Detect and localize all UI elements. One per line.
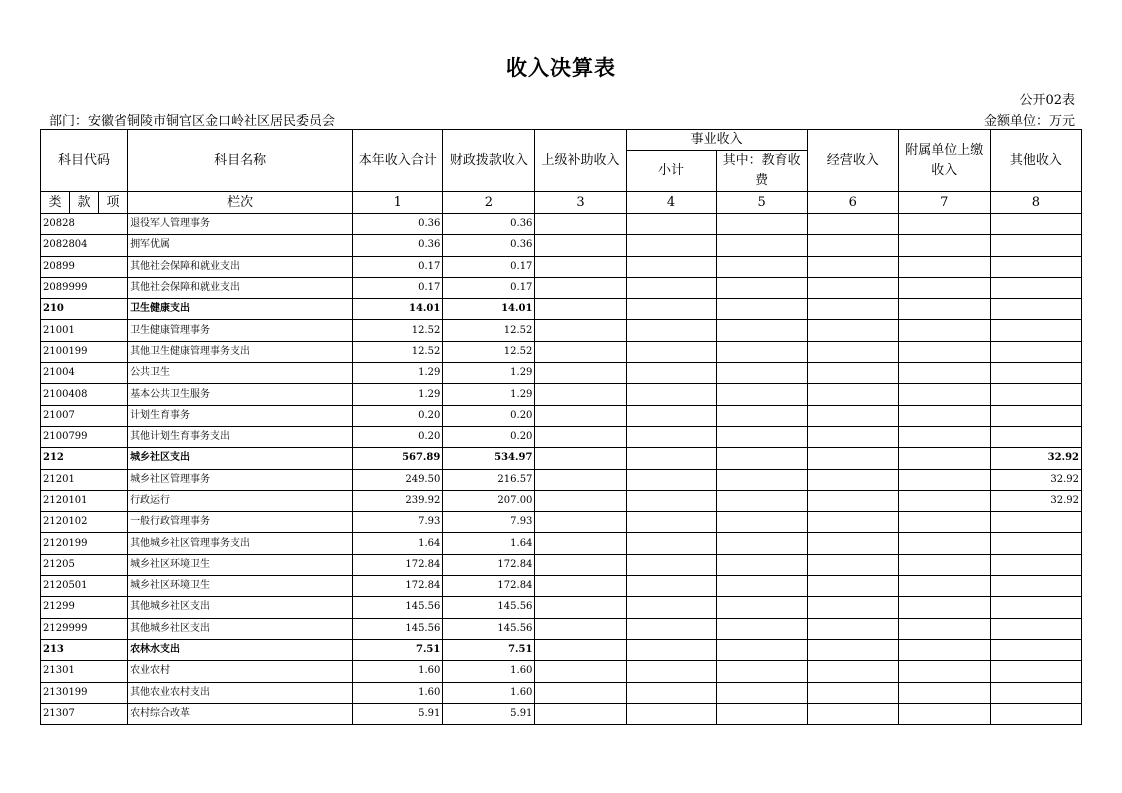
cell-education: [716, 235, 807, 256]
table-row: [41, 405, 1082, 426]
table-row: [41, 256, 1082, 277]
cell-total: 12.52: [353, 341, 443, 362]
cell-operating: [807, 405, 898, 426]
column-number: 3: [535, 192, 626, 214]
cell-other: [990, 341, 1081, 362]
cell-total: 7.51: [353, 639, 443, 660]
cell-subtotal: [626, 384, 716, 405]
cell-education: [716, 384, 807, 405]
cell-code: 2089999: [41, 277, 128, 298]
cell-code: 20828: [41, 214, 128, 235]
cell-subtotal: [626, 320, 716, 341]
cell-affiliated: [898, 597, 990, 618]
header-operating: 经营收入: [807, 130, 898, 192]
cell-operating: [807, 341, 898, 362]
cell-affiliated: [898, 533, 990, 554]
cell-operating: [807, 554, 898, 575]
header-education: 其中：教育收费: [716, 151, 807, 192]
cell-fiscal: 0.20: [443, 405, 535, 426]
cell-fiscal: 1.60: [443, 682, 535, 703]
cell-education: [716, 661, 807, 682]
cell-superior: [535, 682, 626, 703]
cell-subtotal: [626, 426, 716, 447]
cell-affiliated: [898, 405, 990, 426]
cell-education: [716, 576, 807, 597]
header-business: 事业收入: [626, 130, 807, 151]
cell-other: [990, 597, 1081, 618]
cell-education: [716, 256, 807, 277]
cell-affiliated: [898, 448, 990, 469]
cell-total: 172.84: [353, 554, 443, 575]
cell-subtotal: [626, 597, 716, 618]
cell-other: 32.92: [990, 490, 1081, 511]
cell-operating: [807, 576, 898, 597]
cell-name: 其他卫生健康管理事务支出: [128, 341, 353, 362]
cell-other: [990, 277, 1081, 298]
cell-code: 21307: [41, 703, 128, 724]
table-row: [41, 512, 1082, 533]
cell-superior: [535, 448, 626, 469]
column-number: 1: [353, 192, 443, 214]
cell-affiliated: [898, 214, 990, 235]
table-row: [41, 703, 1082, 724]
cell-subtotal: [626, 661, 716, 682]
cell-total: 145.56: [353, 597, 443, 618]
column-number: 8: [990, 192, 1081, 214]
cell-total: 1.29: [353, 363, 443, 384]
cell-name: 基本公共卫生服务: [128, 384, 353, 405]
cell-superior: [535, 703, 626, 724]
cell-code: 2129999: [41, 618, 128, 639]
cell-subtotal: [626, 512, 716, 533]
cell-total: 249.50: [353, 469, 443, 490]
cell-other: [990, 256, 1081, 277]
cell-code: 2100199: [41, 341, 128, 362]
cell-superior: [535, 554, 626, 575]
cell-name: 其他社会保障和就业支出: [128, 277, 353, 298]
table-row: [41, 214, 1082, 235]
page-title: 收入决算表: [506, 56, 616, 80]
cell-name: 其他社会保障和就业支出: [128, 256, 353, 277]
cell-superior: [535, 639, 626, 660]
cell-fiscal: 5.91: [443, 703, 535, 724]
cell-subtotal: [626, 639, 716, 660]
cell-superior: [535, 256, 626, 277]
cell-code: 2100799: [41, 426, 128, 447]
header-other: 其他收入: [990, 130, 1081, 192]
cell-operating: [807, 299, 898, 320]
cell-operating: [807, 597, 898, 618]
cell-other: [990, 618, 1081, 639]
cell-education: [716, 597, 807, 618]
table-row: [41, 469, 1082, 490]
cell-other: 32.92: [990, 469, 1081, 490]
table-row: [41, 618, 1082, 639]
cell-fiscal: 12.52: [443, 320, 535, 341]
table-row: [41, 341, 1082, 362]
header-lanci: 栏次: [128, 192, 353, 214]
cell-code: 2120101: [41, 490, 128, 511]
header-affiliated: 附属单位上缴收入: [898, 130, 990, 192]
header-superior: 上级补助收入: [535, 130, 626, 192]
cell-superior: [535, 384, 626, 405]
cell-subtotal: [626, 214, 716, 235]
cell-operating: [807, 661, 898, 682]
cell-subtotal: [626, 618, 716, 639]
cell-other: [990, 639, 1081, 660]
cell-other: [990, 320, 1081, 341]
cell-affiliated: [898, 320, 990, 341]
cell-name: 城乡社区环境卫生: [128, 576, 353, 597]
cell-education: [716, 448, 807, 469]
cell-total: 12.52: [353, 320, 443, 341]
cell-other: [990, 682, 1081, 703]
cell-fiscal: 1.29: [443, 384, 535, 405]
cell-total: 0.20: [353, 405, 443, 426]
cell-total: 145.56: [353, 618, 443, 639]
table-row: [41, 490, 1082, 511]
header-fiscal: 财政拨款收入: [443, 130, 535, 192]
cell-name: 退役军人管理事务: [128, 214, 353, 235]
cell-affiliated: [898, 554, 990, 575]
cell-name: 其他城乡社区支出: [128, 618, 353, 639]
cell-education: [716, 320, 807, 341]
income-table: [40, 129, 1082, 725]
cell-superior: [535, 214, 626, 235]
cell-fiscal: 7.93: [443, 512, 535, 533]
cell-operating: [807, 277, 898, 298]
cell-name: 农业农村: [128, 661, 353, 682]
cell-total: 1.60: [353, 661, 443, 682]
cell-name: 计划生育事务: [128, 405, 353, 426]
column-number: 5: [716, 192, 807, 214]
cell-name: 卫生健康管理事务: [128, 320, 353, 341]
cell-fiscal: 0.20: [443, 426, 535, 447]
cell-code: 21299: [41, 597, 128, 618]
table-row: [41, 597, 1082, 618]
cell-fiscal: 0.36: [443, 235, 535, 256]
table-row: [41, 277, 1082, 298]
table-row: [41, 299, 1082, 320]
cell-education: [716, 214, 807, 235]
cell-fiscal: 1.29: [443, 363, 535, 384]
cell-fiscal: 207.00: [443, 490, 535, 511]
cell-subtotal: [626, 703, 716, 724]
cell-education: [716, 533, 807, 554]
header-subtotal: 小计: [626, 151, 716, 192]
cell-other: [990, 363, 1081, 384]
column-number: 7: [898, 192, 990, 214]
cell-superior: [535, 405, 626, 426]
header-lei: 类: [41, 192, 70, 214]
table-row: [41, 384, 1082, 405]
cell-education: [716, 299, 807, 320]
cell-affiliated: [898, 256, 990, 277]
cell-total: 239.92: [353, 490, 443, 511]
cell-affiliated: [898, 341, 990, 362]
cell-total: 0.36: [353, 235, 443, 256]
cell-name: 其他城乡社区支出: [128, 597, 353, 618]
table-row: [41, 448, 1082, 469]
cell-operating: [807, 639, 898, 660]
cell-fiscal: 1.60: [443, 661, 535, 682]
cell-subtotal: [626, 363, 716, 384]
table-row: [41, 576, 1082, 597]
cell-other: [990, 661, 1081, 682]
cell-other: 32.92: [990, 448, 1081, 469]
cell-operating: [807, 703, 898, 724]
column-number: 2: [443, 192, 535, 214]
cell-affiliated: [898, 363, 990, 384]
cell-education: [716, 405, 807, 426]
cell-education: [716, 703, 807, 724]
cell-affiliated: [898, 299, 990, 320]
cell-subtotal: [626, 448, 716, 469]
cell-code: 2120501: [41, 576, 128, 597]
cell-code: 212: [41, 448, 128, 469]
cell-name: 一般行政管理事务: [128, 512, 353, 533]
cell-name: 卫生健康支出: [128, 299, 353, 320]
cell-code: 2120102: [41, 512, 128, 533]
cell-superior: [535, 320, 626, 341]
cell-total: 0.17: [353, 277, 443, 298]
cell-operating: [807, 426, 898, 447]
cell-operating: [807, 682, 898, 703]
cell-operating: [807, 448, 898, 469]
cell-superior: [535, 277, 626, 298]
cell-total: 0.17: [353, 256, 443, 277]
table-row: [41, 363, 1082, 384]
cell-total: 1.60: [353, 682, 443, 703]
cell-other: [990, 384, 1081, 405]
cell-code: 2100408: [41, 384, 128, 405]
cell-operating: [807, 214, 898, 235]
cell-other: [990, 533, 1081, 554]
cell-superior: [535, 341, 626, 362]
cell-code: 2130199: [41, 682, 128, 703]
cell-fiscal: 0.36: [443, 214, 535, 235]
column-number: 4: [626, 192, 716, 214]
cell-total: 1.64: [353, 533, 443, 554]
cell-subtotal: [626, 299, 716, 320]
cell-subtotal: [626, 554, 716, 575]
cell-other: [990, 299, 1081, 320]
cell-code: 21201: [41, 469, 128, 490]
cell-fiscal: 1.64: [443, 533, 535, 554]
header-xiang: 项: [99, 192, 128, 214]
cell-education: [716, 490, 807, 511]
cell-operating: [807, 618, 898, 639]
cell-superior: [535, 512, 626, 533]
cell-subtotal: [626, 405, 716, 426]
cell-affiliated: [898, 426, 990, 447]
cell-fiscal: 216.57: [443, 469, 535, 490]
cell-name: 城乡社区管理事务: [128, 469, 353, 490]
header-code: 科目代码: [41, 130, 128, 192]
cell-fiscal: 172.84: [443, 576, 535, 597]
cell-education: [716, 639, 807, 660]
cell-superior: [535, 469, 626, 490]
cell-education: [716, 469, 807, 490]
cell-education: [716, 554, 807, 575]
cell-name: 农林水支出: [128, 639, 353, 660]
cell-subtotal: [626, 277, 716, 298]
cell-fiscal: 0.17: [443, 277, 535, 298]
cell-fiscal: 534.97: [443, 448, 535, 469]
cell-fiscal: 145.56: [443, 618, 535, 639]
cell-affiliated: [898, 490, 990, 511]
cell-subtotal: [626, 469, 716, 490]
unit-label: 金额单位：万元: [983, 114, 1075, 129]
cell-fiscal: 14.01: [443, 299, 535, 320]
cell-code: 20899: [41, 256, 128, 277]
cell-code: 21004: [41, 363, 128, 384]
cell-fiscal: 145.56: [443, 597, 535, 618]
form-number: 公开02表: [1019, 93, 1075, 108]
cell-other: [990, 214, 1081, 235]
cell-fiscal: 12.52: [443, 341, 535, 362]
table-row: [41, 639, 1082, 660]
cell-fiscal: 7.51: [443, 639, 535, 660]
cell-subtotal: [626, 256, 716, 277]
cell-affiliated: [898, 639, 990, 660]
table-row: [41, 533, 1082, 554]
cell-superior: [535, 426, 626, 447]
cell-superior: [535, 299, 626, 320]
cell-subtotal: [626, 682, 716, 703]
cell-operating: [807, 320, 898, 341]
cell-operating: [807, 235, 898, 256]
cell-code: 21301: [41, 661, 128, 682]
cell-education: [716, 363, 807, 384]
cell-affiliated: [898, 235, 990, 256]
cell-operating: [807, 363, 898, 384]
cell-affiliated: [898, 703, 990, 724]
cell-total: 172.84: [353, 576, 443, 597]
cell-superior: [535, 661, 626, 682]
cell-name: 其他农业农村支出: [128, 682, 353, 703]
cell-affiliated: [898, 384, 990, 405]
cell-name: 其他计划生育事务支出: [128, 426, 353, 447]
cell-affiliated: [898, 576, 990, 597]
cell-total: 7.93: [353, 512, 443, 533]
table-row: [41, 682, 1082, 703]
header-name: 科目名称: [128, 130, 353, 192]
cell-superior: [535, 490, 626, 511]
cell-operating: [807, 256, 898, 277]
cell-superior: [535, 618, 626, 639]
cell-subtotal: [626, 235, 716, 256]
cell-education: [716, 682, 807, 703]
cell-subtotal: [626, 341, 716, 362]
cell-name: 城乡社区支出: [128, 448, 353, 469]
cell-superior: [535, 363, 626, 384]
cell-other: [990, 426, 1081, 447]
cell-education: [716, 512, 807, 533]
cell-affiliated: [898, 661, 990, 682]
cell-other: [990, 512, 1081, 533]
cell-education: [716, 341, 807, 362]
cell-name: 拥军优属: [128, 235, 353, 256]
cell-other: [990, 703, 1081, 724]
table-row: [41, 235, 1082, 256]
department-label: 部门：安徽省铜陵市铜官区金口岭社区居民委员会: [49, 114, 336, 129]
cell-name: 行政运行: [128, 490, 353, 511]
cell-affiliated: [898, 618, 990, 639]
cell-operating: [807, 384, 898, 405]
header-kuan: 款: [70, 192, 99, 214]
cell-affiliated: [898, 682, 990, 703]
cell-total: 1.29: [353, 384, 443, 405]
cell-code: 21007: [41, 405, 128, 426]
cell-name: 城乡社区环境卫生: [128, 554, 353, 575]
cell-operating: [807, 512, 898, 533]
cell-superior: [535, 597, 626, 618]
header-total: 本年收入合计: [353, 130, 443, 192]
cell-total: 5.91: [353, 703, 443, 724]
cell-other: [990, 576, 1081, 597]
cell-superior: [535, 533, 626, 554]
cell-subtotal: [626, 576, 716, 597]
cell-name: 其他城乡社区管理事务支出: [128, 533, 353, 554]
column-number: 6: [807, 192, 898, 214]
table-body: [41, 214, 1082, 725]
cell-total: 0.20: [353, 426, 443, 447]
cell-name: 公共卫生: [128, 363, 353, 384]
cell-code: 2082804: [41, 235, 128, 256]
cell-operating: [807, 469, 898, 490]
cell-affiliated: [898, 469, 990, 490]
cell-education: [716, 426, 807, 447]
cell-code: 2120199: [41, 533, 128, 554]
cell-name: 农村综合改革: [128, 703, 353, 724]
table-row: [41, 554, 1082, 575]
cell-code: 21001: [41, 320, 128, 341]
cell-superior: [535, 576, 626, 597]
cell-operating: [807, 490, 898, 511]
cell-code: 210: [41, 299, 128, 320]
cell-total: 567.89: [353, 448, 443, 469]
cell-total: 14.01: [353, 299, 443, 320]
cell-code: 21205: [41, 554, 128, 575]
cell-subtotal: [626, 490, 716, 511]
cell-other: [990, 554, 1081, 575]
cell-total: 0.36: [353, 214, 443, 235]
table-row: [41, 320, 1082, 341]
cell-operating: [807, 533, 898, 554]
cell-subtotal: [626, 533, 716, 554]
cell-education: [716, 618, 807, 639]
cell-other: [990, 405, 1081, 426]
cell-fiscal: 172.84: [443, 554, 535, 575]
cell-education: [716, 277, 807, 298]
cell-affiliated: [898, 512, 990, 533]
table-row: [41, 661, 1082, 682]
table-row: [41, 426, 1082, 447]
cell-other: [990, 235, 1081, 256]
cell-fiscal: 0.17: [443, 256, 535, 277]
cell-superior: [535, 235, 626, 256]
cell-affiliated: [898, 277, 990, 298]
cell-code: 213: [41, 639, 128, 660]
